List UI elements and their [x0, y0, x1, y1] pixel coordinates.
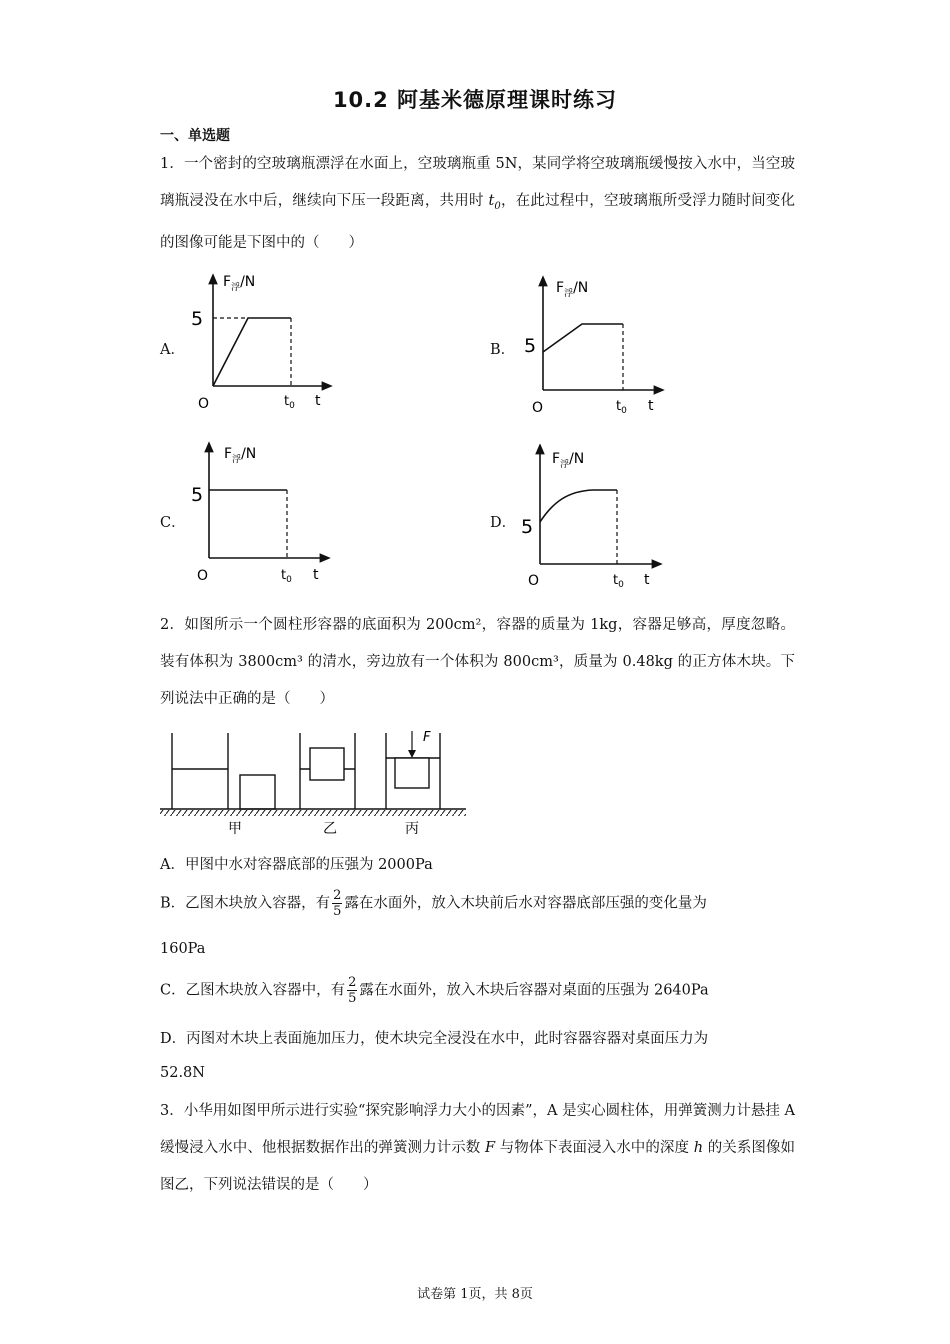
q2-option-b-cont: 160Pa [160, 941, 206, 957]
q1-text-b: ，在此过程中，空玻璃瓶所受浮力随时间变化的图像可能是下图中的（ ） [160, 193, 796, 251]
graph-d [518, 444, 668, 589]
origin-label: O [198, 396, 210, 412]
q2-option-d-cont: 52.8N [160, 1065, 205, 1081]
svg-text:t0: $t_0$ [616, 399, 627, 416]
svg-text:O: O [197, 568, 209, 584]
q1-option-a-label: A． [160, 342, 185, 358]
q1-text-a: 1．一个密封的空玻璃瓶漂浮在水面上，空玻璃瓶重 5N，某同学将空玻璃瓶缓慢按入水中，当空玻璃瓶浸没在水中后，继续向下压一段距离，共用时 [160, 156, 795, 209]
curve-d [540, 490, 617, 522]
label-jia: 甲 [228, 821, 242, 837]
svg-text:O: O [532, 400, 544, 416]
var-h: h [693, 1140, 704, 1156]
graph-c [188, 440, 338, 585]
svg-text:t: t [313, 567, 319, 583]
graph-b [520, 272, 670, 417]
svg-text:F浮/N: $F_浮/N$ [552, 451, 585, 470]
svg-text:t0: $t_0$ [281, 568, 292, 585]
q2-figure [160, 726, 470, 841]
x-tick-t0: $t_0$ [284, 394, 295, 411]
svg-text:O: O [528, 573, 540, 589]
q1-t0: $t_0$ [488, 193, 501, 212]
q1-option-d-label: D． [490, 515, 517, 531]
question-1-text [160, 146, 795, 262]
svg-text:F浮/N: $F_浮/N$ [556, 280, 589, 299]
fraction-two-fifths: $\frac{2}{5}$ [333, 888, 342, 919]
curve-a [213, 318, 291, 386]
svg-text:5: 5 [191, 484, 204, 506]
svg-text:5: 5 [524, 335, 537, 357]
svg-text:5: 5 [521, 516, 534, 538]
x-axis-label: t [315, 393, 321, 409]
svg-text:t0: $t_0$ [613, 573, 624, 589]
q1-option-b-label: B． [490, 342, 516, 358]
question-3-text: 3．小华用如图甲所示进行实验“探究影响浮力大小的因素”，A 是实心圆柱体，用弹簧测力计悬挂 A 缓慢浸入水中、他根据数据作出的弹簧测力计示数 F 与物体下表面浸入水中的深度 h 的关系图像如图乙，下列说法错误的是（ ） [160, 1103, 796, 1193]
curve-b [543, 324, 623, 352]
svg-text:F浮/N: $F_浮/N$ [224, 446, 257, 465]
svg-text:t: t [648, 398, 654, 414]
var-f: F [485, 1140, 496, 1156]
page-footer: 试卷第 1页，共 8页 [417, 1287, 533, 1302]
fraction-two-fifths: $\frac{2}{5}$ [348, 975, 357, 1006]
q1-option-c-label: C． [160, 515, 186, 531]
page-title: 10.2 阿基米德原理课时练习 [332, 88, 618, 112]
q2-option-b: B．乙图木块放入容器，有 $\frac{2}{5}$ 露在水面外，放入木块前后水对容器底部压强的变化量为 [160, 888, 707, 919]
y-tick-5: 5 [191, 308, 204, 330]
q2-option-d: D．丙图对木块上表面施加压力，使木块完全浸没在水中，此时容器容器对桌面压力为 [160, 1031, 709, 1047]
q2-option-a: A．甲图中水对容器底部的压强为 2000Pa [160, 857, 433, 873]
q2-option-c: C．乙图木块放入容器中，有 $\frac{2}{5}$ 露在水面外，放入木块后容器对桌面的压强为 2640Pa [160, 975, 709, 1006]
section-heading: 一、单选题 [160, 128, 230, 144]
label-bing: 丙 [405, 821, 419, 837]
question-2-text: 2．如图所示一个圆柱形容器的底面积为 200cm²，容器的质量为 1kg，容器足够高，厚度忽略。装有体积为 3800cm³ 的清水，旁边放有一个体积为 800cm³，质量为 0.48kg 的正方体木块。下列说法中正确的是（ ） [160, 617, 795, 707]
graph-a [188, 268, 338, 413]
svg-text:t: t [644, 572, 650, 588]
wood-block [240, 775, 275, 809]
y-axis-label: $F_浮/N$ [223, 274, 256, 293]
force-label: F [423, 730, 431, 745]
label-yi: 乙 [323, 821, 337, 837]
